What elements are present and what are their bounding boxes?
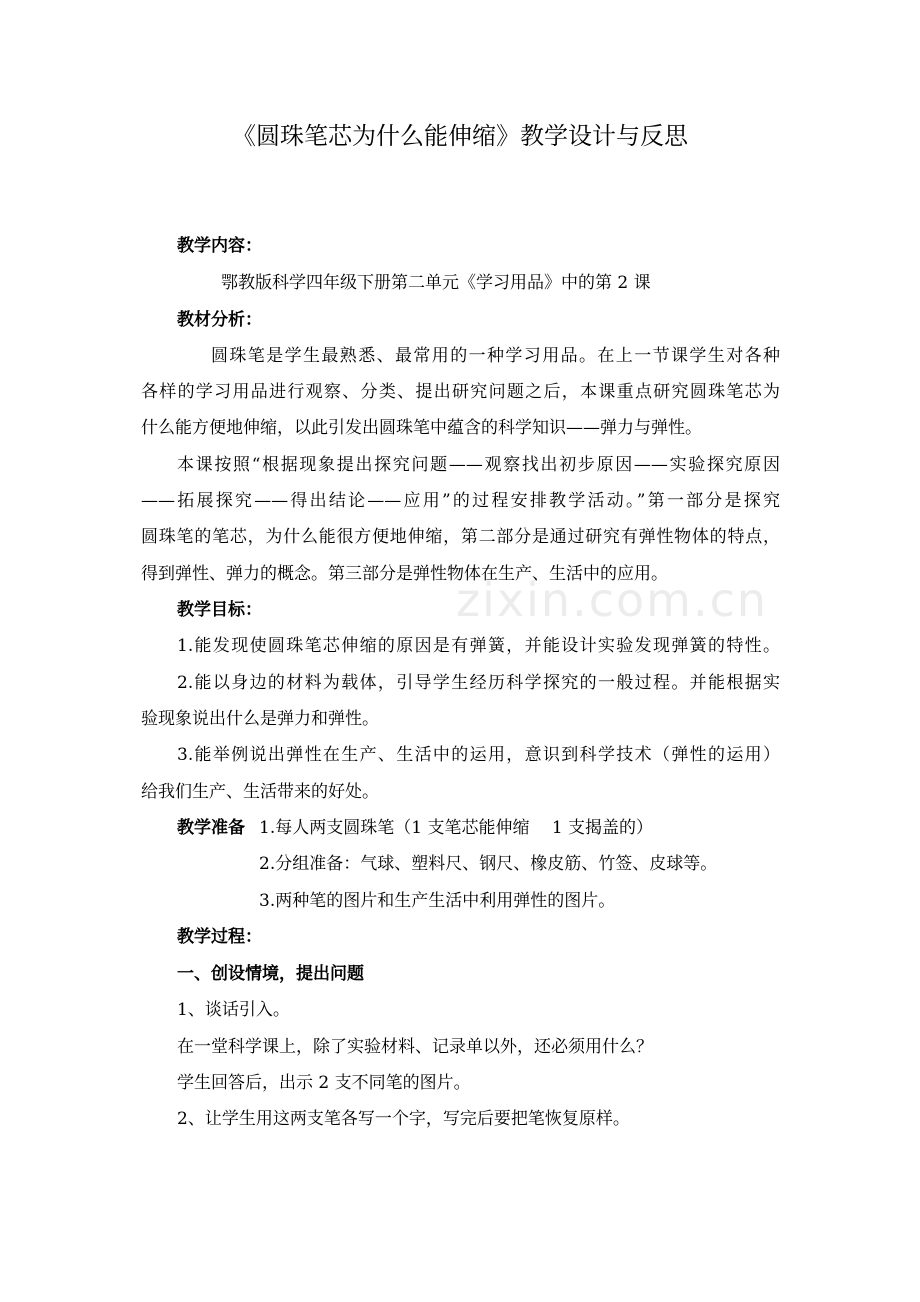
heading-material-analysis: 教材分析： [177, 310, 262, 330]
objective-line: 验现象说出什么是弹力和弹性。 [141, 709, 379, 729]
objective-line: 给我们生产、生活带来的好处。 [141, 782, 379, 802]
paragraph-line: ——拓展探究——得出结论——应用”的过程安排教学活动。”第一部分是探究 [141, 491, 780, 511]
document-title: 《圆珠笔芯为什么能伸缩》教学设计与反思 [232, 122, 688, 150]
process-line: 学生回答后，出示 2 支不同笔的图片。 [177, 1073, 471, 1093]
paragraph-line: 本课按照“根据现象提出探究问题——观察找出初步原因——实验探究原因 [177, 455, 780, 475]
heading-teaching-process: 教学过程： [177, 927, 262, 947]
process-line: 1、谈话引入。 [177, 1000, 290, 1020]
preparation-item: 3.两种笔的图片和生产生活中利用弹性的图片。 [259, 891, 616, 911]
preparation-item: 1.每人两支圆珠笔（1 支笔芯能伸缩 1 支揭盖的） [259, 818, 654, 838]
paragraph-line: 圆珠笔的笔芯，为什么能很方便地伸缩，第二部分是通过研究有弹性物体的特点， [141, 527, 780, 547]
objective-line: 3.能举例说出弹性在生产、生活中的运用，意识到科学技术（弹性的运用） [177, 745, 780, 765]
paragraph-line: 各样的学习用品进行观察、分类、提出研究问题之后，本课重点研究圆珠笔芯为 [141, 382, 780, 402]
watermark: zixin.com.cn [456, 573, 769, 627]
heading-teaching-preparation: 教学准备 [177, 818, 245, 838]
section-heading: 一、创设情境，提出问题 [177, 964, 364, 984]
process-line: 在一堂科学课上，除了实验材料、记录单以外，还必须用什么？ [177, 1037, 653, 1057]
preparation-item: 2.分组准备：气球、塑料尺、钢尺、橡皮筋、竹签、皮球等。 [259, 854, 718, 874]
paragraph-line: 得到弹性、弹力的概念。第三部分是弹性物体在生产、生活中的应用。 [141, 564, 668, 584]
heading-teaching-objectives: 教学目标： [177, 600, 262, 620]
process-line: 2、让学生用这两支笔各写一个字，写完后要把笔恢复原样。 [177, 1109, 630, 1129]
objective-line: 1.能发现使圆珠笔芯伸缩的原因是有弹簧，并能设计实验发现弹簧的特性。 [177, 636, 780, 656]
heading-teaching-content: 教学内容： [177, 236, 262, 256]
paragraph-line: 鄂教版科学四年级下册第二单元《学习用品》中的第 2 课 [221, 273, 651, 293]
paragraph-line: 圆珠笔是学生最熟悉、最常用的一种学习用品。在上一节课学生对各种 [211, 346, 780, 366]
objective-line: 2.能以身边的材料为载体，引导学生经历科学探究的一般过程。并能根据实 [177, 673, 780, 693]
paragraph-line: 什么能方便地伸缩，以此引发出圆珠笔中蕴含的科学知识——弹力与弹性。 [141, 418, 702, 438]
